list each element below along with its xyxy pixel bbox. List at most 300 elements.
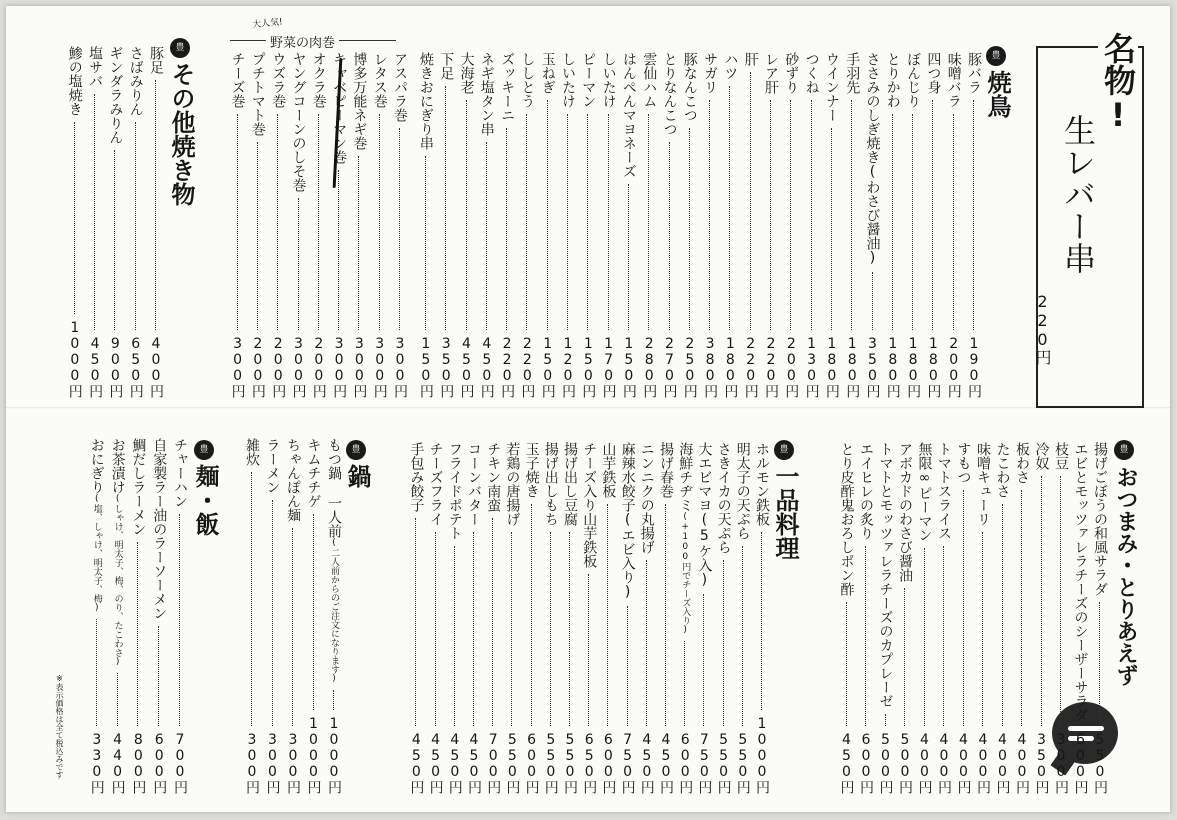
- menu-item: [457, 52, 476, 398]
- dot-leader: [669, 142, 670, 330]
- dot-leader: [567, 114, 568, 330]
- dot-leader: [790, 100, 791, 330]
- menu-item-price: 500円: [877, 732, 894, 794]
- menu-item-price: 600円: [600, 732, 617, 794]
- menu-item-name: 枝豆: [1053, 442, 1069, 470]
- menu-item-name: 揚げごぼうの和風サラダ: [1092, 442, 1108, 596]
- dot-leader: [608, 114, 609, 330]
- dot-leader: [811, 100, 812, 330]
- dot-leader: [723, 560, 724, 726]
- menu-item-price: 350円: [1033, 732, 1050, 794]
- dot-leader: [1060, 476, 1061, 726]
- menu-item-price: 350円: [864, 336, 881, 398]
- menu-item: [1071, 442, 1090, 794]
- menu-item: [883, 52, 902, 398]
- emblem-icon: 豊: [986, 46, 1006, 66]
- dot-leader: [770, 100, 771, 330]
- dot-leader: [587, 114, 588, 330]
- menu-item-price: 400円: [936, 732, 952, 794]
- menu-item-name: 麻辣水餃子(エビ入り): [619, 442, 636, 600]
- menu-item: [733, 442, 752, 794]
- dot-leader: [298, 198, 299, 330]
- menu-item: [618, 442, 637, 794]
- menu-item: [304, 438, 323, 794]
- menu-item-name: ピーマン: [580, 52, 597, 108]
- menu-item-name: さばみりん: [127, 46, 144, 116]
- dot-leader: [627, 606, 628, 726]
- menu-item-price: 200円: [310, 336, 327, 398]
- menu-item-price: 180円: [905, 336, 922, 398]
- menu-item-name: チャーハン: [172, 438, 188, 508]
- special-title: 名物!: [1099, 32, 1137, 134]
- menu-item-price: 450円: [638, 732, 655, 794]
- menu-item-price: 450円: [478, 336, 495, 398]
- menu-item-price: 400円: [955, 732, 972, 794]
- menu-item-price: 600円: [523, 732, 540, 794]
- menu-item-price: 750円: [696, 732, 713, 794]
- dot-leader: [904, 588, 905, 726]
- menu-item-price: 330円: [88, 732, 105, 794]
- emblem-icon: 豊: [774, 440, 794, 460]
- menu-item-name: エビとモッツァレラチーズのシーザーサラダ: [1072, 442, 1089, 722]
- menu-item-name: トマトスライス: [936, 442, 952, 540]
- menu-item-name: お茶漬け: [109, 438, 126, 494]
- dot-leader: [729, 86, 730, 330]
- menu-item-name: 手羽先: [844, 52, 861, 94]
- menu-item: [309, 52, 328, 398]
- ippin-heading: 一品料理: [771, 464, 799, 560]
- menu-item-price: 450円: [427, 732, 444, 794]
- menu-item: [637, 442, 656, 794]
- menu-item: [1090, 442, 1109, 794]
- menu-item-price: 250円: [681, 336, 698, 398]
- menu-item: [329, 52, 348, 398]
- menu-item-price: 200円: [270, 336, 287, 398]
- menu-item-name: ウズラ巻: [270, 52, 287, 108]
- dot-leader: [892, 114, 893, 330]
- menu-item: [483, 442, 502, 794]
- menu-item: [954, 442, 973, 794]
- menu-item-name: 塩サバ: [87, 46, 104, 88]
- dot-leader: [665, 504, 666, 726]
- menu-item-price: 550円: [562, 732, 578, 794]
- menu-item-name: さきイカの天ぷら: [715, 442, 732, 554]
- special-price: 220円: [1033, 292, 1052, 365]
- menu-item: [656, 442, 675, 794]
- dot-leader: [338, 170, 339, 330]
- menu-item-price: 450円: [838, 732, 855, 794]
- dot-leader: [943, 546, 944, 726]
- menu-item: [1032, 442, 1051, 794]
- menu-item: [964, 52, 983, 398]
- menu-item: [406, 442, 425, 794]
- dot-leader: [709, 100, 710, 330]
- menu-item-name: 大海老: [458, 52, 475, 94]
- menu-item-name: ウインナー: [823, 52, 840, 122]
- menu-item: [370, 52, 389, 398]
- menu-item: [541, 442, 560, 794]
- menu-item: [934, 442, 953, 794]
- men-heading: 麺・飯: [191, 464, 219, 536]
- menu-item-name: トマトとモッツァレラチーズのカプレーゼ: [877, 442, 894, 708]
- menu-item: [349, 52, 368, 398]
- menu-item: [752, 442, 771, 794]
- menu-item-name: すもつ: [955, 442, 972, 484]
- menu-item: [248, 52, 267, 398]
- dot-leader: [924, 548, 925, 726]
- menu-item-price: 300円: [290, 336, 307, 398]
- menu-item: [944, 52, 963, 398]
- menu-item-name: ししとう: [519, 52, 536, 108]
- dot-leader: [237, 114, 238, 330]
- menu-item-price: 300円: [351, 336, 368, 398]
- menu-item: [903, 52, 922, 398]
- menu-item: [842, 52, 861, 398]
- menu-item: [228, 52, 247, 398]
- menu-item-name: ネギ塩タン串: [478, 52, 495, 136]
- menu-item: [599, 52, 618, 398]
- menu-item-price: 180円: [823, 336, 840, 398]
- dot-leader: [445, 86, 446, 330]
- menu-item: [837, 442, 856, 794]
- menu-item: [126, 46, 145, 398]
- menu-item: [464, 442, 483, 794]
- emblem-icon: 豊: [1114, 440, 1134, 460]
- menu-item-name: キムチチゲ: [305, 438, 322, 508]
- menu-item: [700, 52, 719, 398]
- dot-leader: [492, 518, 493, 726]
- menu-item: [1051, 442, 1070, 794]
- menu-item-name: はんぺんマヨネーズ: [620, 52, 637, 178]
- menu-item-name: ちゃんぽん麺: [285, 438, 301, 522]
- menu-item-price: 300円: [264, 732, 281, 794]
- menu-item-name: 豚なんこつ: [681, 52, 698, 122]
- menu-item-name: 冷奴: [1033, 442, 1050, 470]
- menu-item-price: 600円: [151, 732, 168, 794]
- menu-item: [263, 438, 282, 794]
- menu-item-price: 170円: [600, 336, 617, 398]
- menu-item: [108, 438, 127, 794]
- nikumaki-label: 野菜の肉巻: [266, 32, 339, 51]
- menu-item: [579, 442, 598, 794]
- menu-item-price: 200円: [945, 336, 962, 398]
- dot-leader: [851, 100, 852, 330]
- dot-leader: [454, 546, 455, 726]
- menu-item-price: 450円: [458, 336, 475, 398]
- menu-item-name: しいたけ: [600, 52, 617, 108]
- menu-item-price: 180円: [844, 336, 861, 398]
- menu-item-price: 180円: [884, 336, 901, 398]
- menu-item: [619, 52, 638, 398]
- menu-item-note: (+100円でチーズ入り): [680, 512, 691, 635]
- emblem-icon: 豊: [194, 440, 214, 460]
- menu-item-note: (塩、しゃけ、明太子、梅): [91, 494, 102, 613]
- dot-leader: [607, 504, 608, 726]
- menu-item-name: 海鮮チヂミ: [677, 442, 694, 512]
- menu-item-price: 400円: [916, 732, 933, 794]
- dot-leader: [313, 514, 314, 710]
- menu-item-price: 150円: [539, 336, 556, 398]
- dot-leader: [831, 128, 832, 330]
- paper-fold: [6, 407, 1170, 409]
- menu-item: [149, 438, 168, 794]
- menu-item-name: オクラ巻: [310, 52, 327, 108]
- dot-leader: [506, 128, 507, 330]
- menu-item: [128, 438, 147, 794]
- dot-leader: [1041, 476, 1042, 726]
- dot-leader: [982, 532, 983, 726]
- dot-leader: [885, 714, 886, 726]
- menu-item-name: もつ鍋 一人前: [326, 438, 342, 538]
- menu-item: [283, 438, 302, 794]
- menu-item-price: 800円: [130, 732, 147, 794]
- menu-item: [324, 438, 343, 794]
- dot-leader: [531, 504, 532, 726]
- menu-item-name: 揚げ出し豆腐: [562, 442, 578, 526]
- menu-item-price: 150円: [620, 336, 637, 398]
- otsumami-heading: おつまみ・とりあえず: [1113, 466, 1138, 686]
- menu-item-price: 350円: [438, 336, 455, 398]
- menu-sheet: [6, 6, 1170, 812]
- menu-item-name: ささみのしぎ焼き(わさび醤油): [864, 52, 881, 266]
- menu-item-price: 300円: [1053, 732, 1069, 794]
- menu-item-name: 雲仙ハム: [641, 52, 658, 108]
- dot-leader: [114, 150, 115, 330]
- dot-leader: [628, 184, 629, 330]
- menu-item-name: 豚バラ: [966, 52, 982, 94]
- dot-leader: [94, 94, 95, 330]
- emblem-icon: 豊: [346, 440, 366, 460]
- menu-item: [289, 52, 308, 398]
- menu-item-note: (しゃけ、明太子、梅、のり、たこわさ): [112, 494, 123, 667]
- menu-item-name: 味噌キューリ: [975, 442, 991, 526]
- menu-item-price: 450円: [446, 732, 463, 794]
- menu-item-note: (二人前からのご注文になります): [329, 538, 339, 684]
- menu-item: [170, 438, 189, 794]
- menu-item-price: 150円: [417, 336, 434, 398]
- menu-item-name: 博多万能ネギ巻: [351, 52, 368, 150]
- dot-leader: [251, 472, 252, 726]
- menu-item-price: 220円: [742, 336, 759, 398]
- menu-item: [242, 438, 261, 794]
- dot-leader: [703, 594, 704, 726]
- dot-leader: [179, 514, 180, 726]
- menu-item-name: 豚足: [148, 46, 164, 74]
- dot-leader: [646, 560, 647, 726]
- menu-item: [993, 442, 1012, 794]
- menu-item: [741, 52, 760, 398]
- dot-leader: [158, 626, 159, 726]
- menu-item-name: チーズ入り山芋鉄板: [581, 442, 598, 568]
- menu-item-price: 700円: [485, 732, 502, 794]
- menu-item: [477, 52, 496, 398]
- menu-item-price: 900円: [107, 336, 124, 398]
- menu-item-price: 600円: [1072, 732, 1089, 794]
- dot-leader: [473, 532, 474, 726]
- menu-item-name: 明太子の天ぷら: [734, 442, 751, 540]
- dot-leader: [333, 690, 334, 710]
- menu-item-name: たこわさ: [994, 442, 1011, 498]
- menu-item-price: 180円: [925, 336, 942, 398]
- dot-leader: [1021, 490, 1022, 726]
- menu-item-name: キャベピーマン巻: [331, 52, 348, 164]
- menu-item-name: 焼きおにぎり串: [417, 52, 434, 150]
- menu-item-price: 380円: [702, 336, 719, 398]
- dot-leader: [932, 100, 933, 330]
- menu-item-price: 550円: [734, 732, 751, 794]
- menu-item-name: ギンダラみりん: [107, 46, 124, 144]
- dot-leader: [1099, 602, 1100, 726]
- menu-item-name: 大エビマヨ(5ケ入): [696, 442, 713, 588]
- dot-leader: [865, 546, 866, 726]
- dot-leader: [588, 574, 589, 726]
- menu-item: [426, 442, 445, 794]
- dot-leader: [74, 122, 75, 314]
- menu-item: [445, 442, 464, 794]
- menu-item-price: 300円: [285, 732, 301, 794]
- dot-leader: [648, 114, 649, 330]
- menu-item-name: 下足: [438, 52, 455, 80]
- menu-item-price: 150円: [580, 336, 597, 398]
- dot-leader: [547, 100, 548, 330]
- dot-leader: [318, 114, 319, 330]
- menu-item-price: 550円: [715, 732, 732, 794]
- menu-item-price: 130円: [803, 336, 820, 398]
- dot-leader: [973, 100, 974, 330]
- menu-item-price: 450円: [408, 732, 425, 794]
- menu-item: [680, 52, 699, 398]
- menu-item-name: ハツ: [722, 52, 739, 80]
- menu-item-price: 450円: [466, 732, 482, 794]
- menu-item-name: ヤングコーンのしそ巻: [290, 52, 307, 192]
- menu-item-name: フライドポテト: [446, 442, 463, 540]
- dot-leader: [872, 272, 873, 330]
- nabe-heading: 鍋: [343, 464, 371, 488]
- menu-item: [578, 52, 597, 398]
- menu-item: [65, 46, 84, 398]
- dot-leader: [415, 518, 416, 726]
- menu-item-name: ぼんじり: [905, 52, 922, 108]
- dot-leader: [846, 602, 847, 726]
- menu-item: [856, 442, 875, 794]
- dot-leader: [511, 532, 512, 726]
- menu-item-price: 650円: [127, 336, 144, 398]
- menu-item-price: 400円: [1014, 732, 1030, 794]
- menu-item: [876, 442, 895, 794]
- menu-item: [87, 438, 106, 794]
- tax-footnote: ※表示価格は全て税込みです: [55, 674, 64, 779]
- menu-item-name: チーズ巻: [229, 52, 246, 108]
- menu-item-name: レア肝: [763, 52, 779, 94]
- menu-item: [822, 52, 841, 398]
- menu-item: [436, 52, 455, 398]
- menu-item: [1012, 442, 1031, 794]
- menu-item-price: 1000円: [66, 320, 83, 398]
- menu-item-name: おにぎり: [88, 438, 105, 494]
- menu-item-name: 玉ねぎ: [539, 52, 556, 94]
- dot-leader: [569, 532, 570, 726]
- menu-item: [558, 52, 577, 398]
- menu-item-price: 190円: [966, 336, 982, 398]
- menu-item-price: 300円: [244, 732, 260, 794]
- menu-item-price: 550円: [1092, 732, 1108, 794]
- menu-item-price: 650円: [581, 732, 598, 794]
- dot-leader: [526, 114, 527, 330]
- menu-item: [720, 52, 739, 398]
- menu-item-name: エイヒレの炙り: [858, 442, 874, 540]
- dot-leader: [1002, 504, 1003, 726]
- menu-item: [973, 442, 992, 794]
- menu-item: [560, 442, 579, 794]
- dot-leader: [953, 114, 954, 330]
- menu-item-price: 1000円: [754, 716, 770, 794]
- menu-item-price: 270円: [661, 336, 678, 398]
- menu-item-price: 280円: [641, 336, 658, 398]
- dot-leader: [689, 128, 690, 330]
- dot-leader: [912, 114, 913, 330]
- menu-item-price: 550円: [504, 732, 521, 794]
- dot-leader: [137, 542, 138, 726]
- menu-item-price: 180円: [722, 336, 739, 398]
- menu-item-name: 雑炊: [244, 438, 260, 466]
- dot-leader: [399, 128, 400, 330]
- menu-item-name: しいたけ: [560, 52, 576, 108]
- menu-item: [694, 442, 713, 794]
- menu-item-price: 300円: [392, 336, 408, 398]
- menu-item-name: ホルモン鉄板: [754, 442, 770, 526]
- menu-item-name: 手包み餃子: [408, 442, 425, 512]
- menu-item-name: コーンバター: [466, 442, 482, 526]
- dot-leader: [550, 532, 551, 726]
- menu-item-name: とりかわ: [884, 52, 901, 108]
- dot-leader: [435, 532, 436, 726]
- other-grill-heading: その他焼き物: [167, 62, 195, 206]
- menu-item-name: サガリ: [702, 52, 719, 94]
- menu-item-price: 120円: [560, 336, 576, 398]
- menu-item-name: 若鶏の唐揚げ: [504, 442, 521, 526]
- menu-item-price: 750円: [619, 732, 636, 794]
- menu-item: [802, 52, 821, 398]
- menu-item-name: 四つ身: [925, 52, 942, 94]
- menu-item: [502, 442, 521, 794]
- menu-item: [598, 442, 617, 794]
- special-box: [1033, 32, 1144, 408]
- menu-item-name: 玉子焼き: [523, 442, 540, 498]
- menu-item-price: 200円: [249, 336, 266, 398]
- menu-item-price: 440円: [109, 732, 126, 794]
- menu-item-price: 1000円: [305, 716, 322, 794]
- dot-leader: [96, 619, 97, 726]
- menu-item-price: 500円: [897, 732, 913, 794]
- menu-item-name: 鯵の塩焼き: [66, 46, 83, 116]
- dot-leader: [257, 142, 258, 330]
- menu-item: [268, 52, 287, 398]
- dot-leader: [425, 156, 426, 330]
- menu-item: [923, 52, 942, 398]
- dot-leader: [750, 72, 751, 330]
- menu-item-name: ニンニクの丸揚げ: [638, 442, 655, 554]
- dot-leader: [272, 500, 273, 726]
- menu-item-name: 鯛だしラーメン: [130, 438, 147, 536]
- menu-item-name: アボカドのわさび醤油: [897, 442, 913, 582]
- menu-item: [895, 442, 914, 794]
- menu-item-name: ラーメン: [264, 438, 281, 494]
- menu-item-name: レタス巻: [371, 52, 388, 108]
- dot-leader: [117, 673, 118, 726]
- menu-item-price: 400円: [975, 732, 991, 794]
- menu-item-name: 味噌バラ: [945, 52, 962, 108]
- menu-item: [105, 46, 124, 398]
